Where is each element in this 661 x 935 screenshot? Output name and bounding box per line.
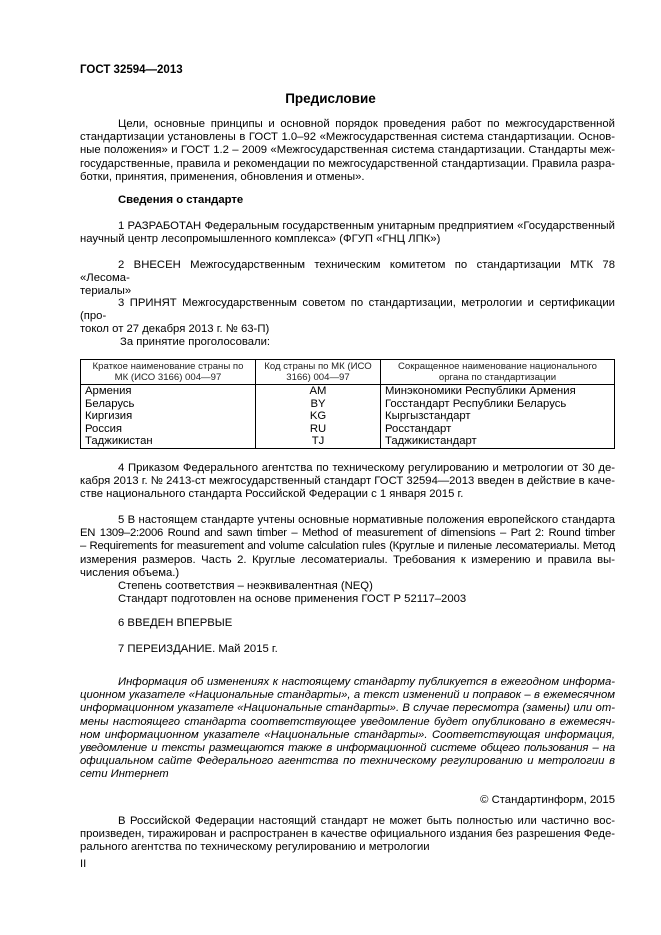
item-reissue: 7 ПЕРЕИЗДАНИЕ. Май 2015 г. bbox=[118, 643, 278, 655]
table-row bbox=[81, 423, 615, 436]
item-european-standard bbox=[80, 514, 615, 606]
text-line: 1 РАЗРАБОТАН Федеральным государственным унитарным предприятием «Государственный bbox=[118, 220, 615, 232]
body-cell: Росстандарт bbox=[381, 423, 615, 436]
text-line: териалы» bbox=[80, 285, 132, 298]
table-header-row bbox=[81, 360, 615, 385]
text-line: В Российской Федерации настоящий стандарт не может быть полностью или частично вос- bbox=[118, 815, 615, 827]
code-cell: RU bbox=[256, 423, 381, 436]
item-order bbox=[80, 462, 615, 502]
text-line: Стандарт подготовлен на основе применения ГОСТ Р 52117–2003 bbox=[118, 593, 467, 606]
country-cell: Беларусь bbox=[81, 398, 256, 411]
voting-countries-table bbox=[80, 359, 615, 449]
text-line: 2 ВНЕСЕН Межгосударственным техническим комитетом по стандартизации МТК 78 «Лесома- bbox=[80, 259, 615, 285]
text-line: токол от 27 декабря 2013 г. № 63-П) bbox=[80, 323, 270, 336]
text-line: Цели, основные принципы и основной порядок проведения работ по межгосударственной bbox=[118, 118, 615, 130]
change-information-notice bbox=[80, 676, 615, 782]
text-line: официальном сайте Федерального агентства по техническому регулированию и метрологии в bbox=[80, 755, 615, 768]
code-cell: AM bbox=[256, 385, 381, 398]
text-line: сети Интернет bbox=[80, 768, 169, 781]
voted-label: За принятие проголосовали: bbox=[120, 336, 271, 348]
text-line: – Requirements for measurement and volume calculation rules (Круглые и пиленые лесоматериалы. Метод bbox=[80, 540, 615, 553]
text-line: ботки, принятия, применения, обновления и отмены». bbox=[80, 170, 365, 183]
item-introduced-first: 6 ВВЕДЕН ВПЕРВЫЕ bbox=[118, 617, 233, 629]
text-line: ционном указателе «Национальные стандарты», а текст изменений и поправок – в ежемесячном bbox=[80, 689, 615, 702]
header-code: Код страны по МК (ИСО 3166) 004—97 bbox=[256, 360, 381, 385]
text-line: кабря 2013 г. № 2413-ст межгосударственный стандарт ГОСТ 32594—2013 введен в действие в каче- bbox=[80, 475, 615, 488]
table-row bbox=[81, 398, 615, 411]
text-line: уведомление и тексты размещаются также в информационной системе общего пользования – на bbox=[80, 742, 615, 755]
text-line: мены настоящего стандарта соответствующее уведомление будет опубликовано в ежемесяч- bbox=[80, 715, 615, 728]
text-line: Степень соответствия – неэквивалентная (NEQ) bbox=[118, 580, 373, 593]
text-line: рального агентства по техническому регулированию и метрологии bbox=[80, 841, 430, 854]
text-line: Информация об изменениях к настоящему стандарту публикуется в ежегодном информа- bbox=[118, 676, 615, 688]
body-cell: Госстандарт Республики Беларусь bbox=[381, 398, 615, 411]
text-line: информационном указателе «Национальные стандарты». В случае пересмотра (замены) или от- bbox=[80, 702, 615, 715]
legal-notice bbox=[80, 815, 615, 855]
intro-paragraph bbox=[80, 118, 615, 184]
body-cell: Таджикистандарт bbox=[381, 435, 615, 448]
item-adopted bbox=[80, 297, 615, 337]
body-cell: Кыргызстандарт bbox=[381, 410, 615, 423]
item-submitted bbox=[80, 259, 615, 299]
page-title: Предисловие bbox=[285, 91, 376, 106]
country-cell: Армения bbox=[81, 385, 256, 398]
body-cell: Минэкономики Республики Армения bbox=[381, 385, 615, 398]
standard-code-header: ГОСТ 32594—2013 bbox=[80, 64, 183, 76]
text-line: измерения размеров. Часть 2. Круглые лесоматериалы. Требования к измерению и правила вы- bbox=[80, 553, 615, 566]
text-line: 3 ПРИНЯТ Межгосударственным советом по стандартизации, метрологии и сертификации (про- bbox=[80, 297, 615, 323]
text-line: стандартизации установлены в ГОСТ 1.0–92 «Межгосударственная система стандартизации. Основ- bbox=[80, 131, 615, 144]
text-line: ном информационном указателе «Национальные стандарты». Соответствующая информация, bbox=[80, 728, 615, 741]
country-cell: Таджикистан bbox=[81, 435, 256, 448]
page-number: II bbox=[80, 858, 87, 870]
code-cell: KG bbox=[256, 410, 381, 423]
text-line: ные положения» и ГОСТ 1.2 – 2009 «Межгосударственная система стандартизации. Стандарты меж- bbox=[80, 144, 615, 157]
table-row bbox=[81, 385, 615, 398]
table-row bbox=[81, 410, 615, 423]
text-line: государственные, правила и рекомендации по межгосударственной стандартизации. Правила разра- bbox=[80, 157, 615, 170]
item-developed bbox=[80, 220, 615, 246]
header-country: Краткое наименование страны по МК (ИСО 3166) 004—97 bbox=[81, 360, 256, 385]
code-cell: BY bbox=[256, 398, 381, 411]
country-cell: Россия bbox=[81, 423, 256, 436]
info-heading: Сведения о стандарте bbox=[118, 194, 244, 206]
text-line: 5 В настоящем стандарте учтены основные нормативные положения европейского стандарта bbox=[118, 514, 615, 526]
text-line: 4 Приказом Федерального агентства по техническому регулированию и метрологии от 30 де- bbox=[118, 462, 615, 474]
text-line: научный центр лесопромышленного комплекса» (ФГУП «ГНЦ ЛПК») bbox=[80, 233, 441, 246]
country-cell: Киргизия bbox=[81, 410, 256, 423]
text-line: стве национального стандарта Российской Федерации с 1 января 2015 г. bbox=[80, 488, 464, 501]
text-line: числения объема.) bbox=[80, 566, 180, 579]
code-cell: TJ bbox=[256, 435, 381, 448]
copyright-notice: © Стандартинформ, 2015 bbox=[480, 794, 615, 806]
text-line: произведен, тиражирован и распространен в качестве официального издания без разрешения Феде- bbox=[80, 828, 615, 841]
header-national-body: Сокращенное наименование национального органа по стандартизации bbox=[381, 360, 615, 385]
text-line: EN 1309–2:2006 Round and sawn timber – Method of measurement of dimensions – Part 2: Round timber bbox=[80, 527, 615, 540]
table-row bbox=[81, 435, 615, 448]
